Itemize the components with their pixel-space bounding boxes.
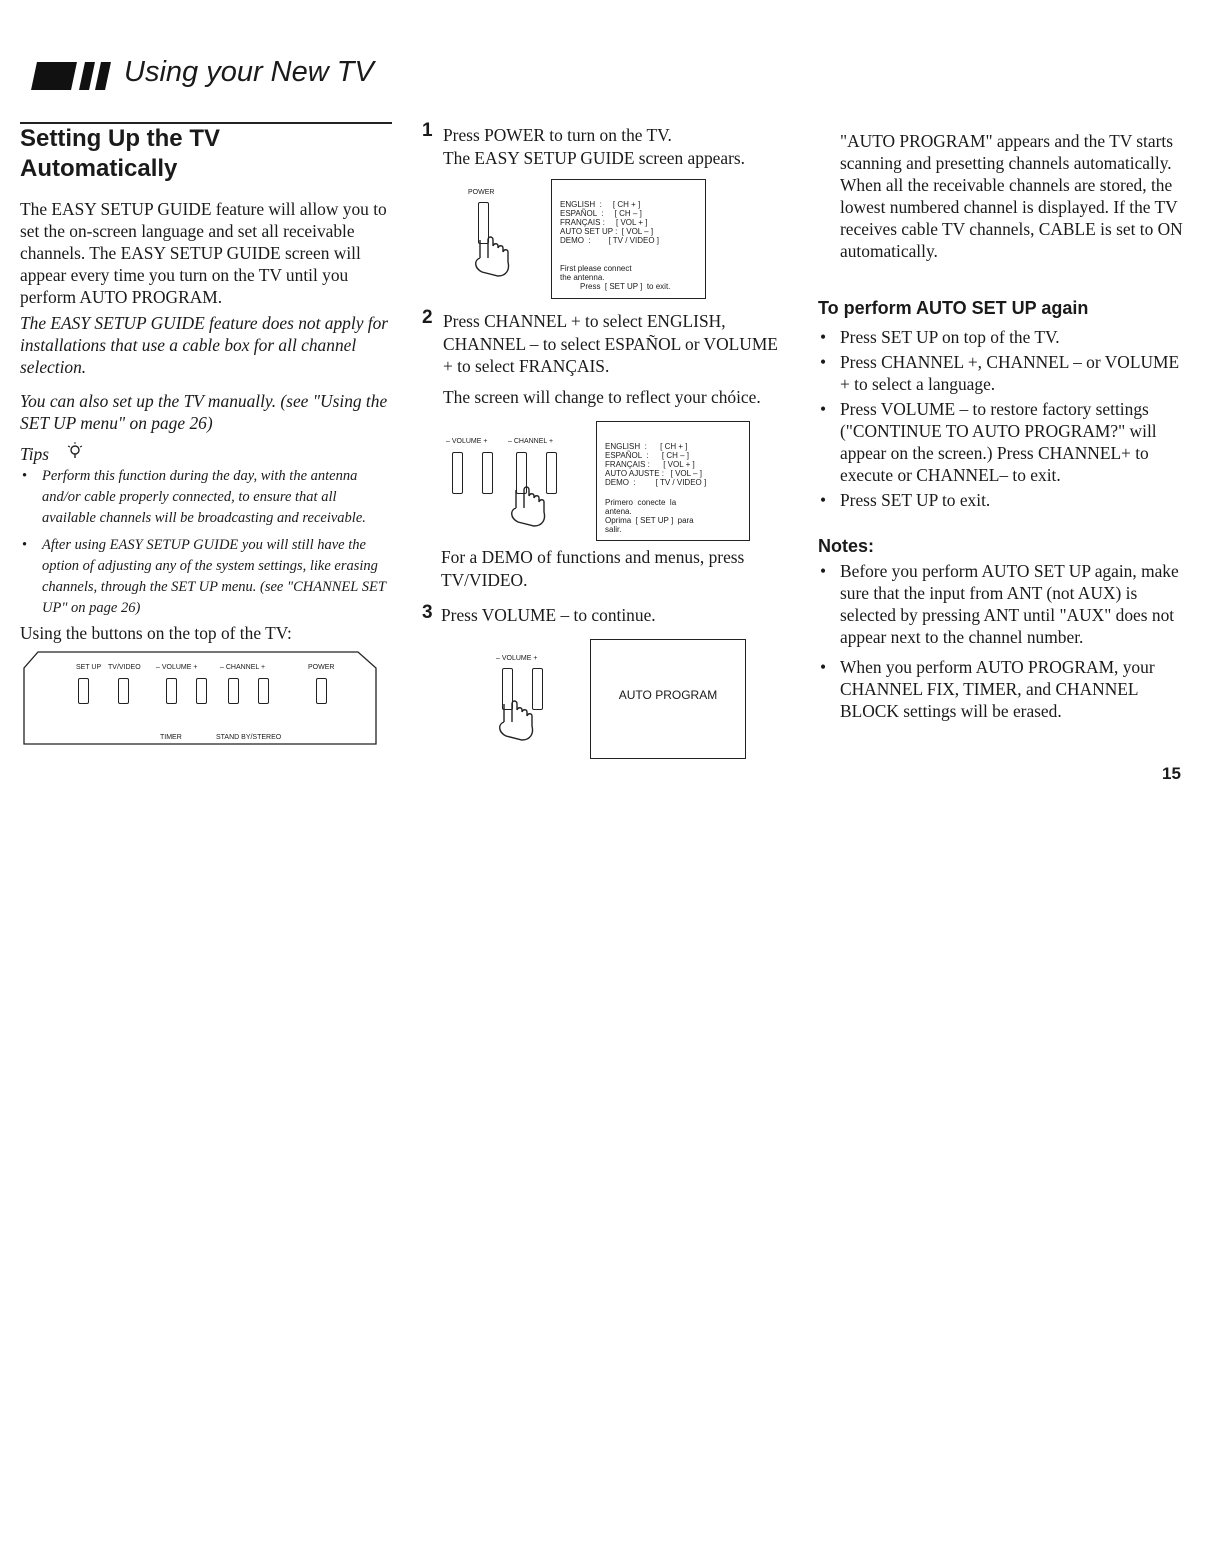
screen2-menu-line: FRANÇAIS : [ VOL + ] <box>605 460 695 469</box>
step-2-text: Press CHANNEL + to select ENGLISH, CHANNEL – to select ESPAÑOL or VOLUME + to select FRANÇAIS. <box>443 311 778 376</box>
auto-program-screen <box>590 639 746 759</box>
channel-minus-button[interactable] <box>228 678 239 704</box>
step-1-line1: Press POWER to turn on the TV. <box>443 125 672 145</box>
panel-label-setup: SET UP <box>76 664 102 671</box>
list-item: • Press CHANNEL +, CHANNEL – or VOLUME + to select a language. <box>818 351 1188 395</box>
easy-setup-screen <box>551 179 706 299</box>
step-3-text: Press VOLUME – to continue. <box>441 605 656 625</box>
section-title <box>20 124 400 184</box>
panel-label-tvvideo: TV/VIDEO <box>108 664 141 671</box>
screen1-menu-line: ENGLISH : [ CH + ] <box>560 200 641 209</box>
screen1-menu-line: ESPAÑOL : [ CH – ] <box>560 209 642 218</box>
panel-label-power: POWER <box>308 664 335 671</box>
channel-plus-button[interactable] <box>258 678 269 704</box>
cable-box-note: The EASY SETUP GUIDE feature does not apply for installations that use a cable box for all channel selection. <box>20 313 389 377</box>
screen2-menu-line: ENGLISH : [ CH + ] <box>605 442 688 451</box>
section-title-line2: Automatically <box>20 155 178 182</box>
auto-program-label: AUTO PROGRAM <box>618 688 718 702</box>
screen1-footer-line: the antenna. <box>560 273 605 282</box>
panel-label-timer: TIMER <box>160 734 182 741</box>
manual-setup-note: You can also set up the TV manually. (see "Using the SET UP menu" on page 26) <box>20 391 388 433</box>
step-3-number: 3 <box>422 602 433 623</box>
tip-item: • Perform this function during the day, with the antenna and/or cable properly connected, to ensure that all available channels will be broadcasting and receivable. <box>22 466 394 529</box>
screen2-channel-label: – CHANNEL + <box>508 438 554 445</box>
tv-video-button[interactable] <box>118 678 129 704</box>
screen2-volume-plus <box>482 452 493 494</box>
notes-heading: Notes: <box>818 536 875 556</box>
hand-pointer-icon <box>494 700 542 747</box>
language-select-screen <box>596 421 750 541</box>
buttons-intro: Using the buttons on the top of the TV: <box>20 623 292 643</box>
auto-setup-again-heading: To perform AUTO SET UP again <box>818 298 1089 318</box>
list-item: • Before you perform AUTO SET UP again, make sure that the input from ANT (not AUX) is selected by pressing ANT until "AUX" does not appear next to the channel number. <box>818 560 1188 648</box>
hand-pointer-icon <box>506 486 554 533</box>
screen2-menu-line: DEMO : [ TV / VIDEO ] <box>605 478 707 487</box>
panel-label-channel: – CHANNEL + <box>220 664 266 671</box>
screen2-footer-line: antena. <box>605 507 632 516</box>
page-number: 15 <box>1162 764 1181 783</box>
panel-label-volume: – VOLUME + <box>156 664 198 671</box>
list-item: • Press VOLUME – to restore factory settings ("CONTINUE TO AUTO PROGRAM?" will appear on the screen.) Press CHANNEL+ to execute or CHANNEL– to exit. <box>818 398 1188 486</box>
screen1-menu-line: FRANÇAIS : [ VOL + ] <box>560 218 648 227</box>
tips-label-text: Tips <box>20 444 50 464</box>
screen2-menu-line: ESPAÑOL : [ CH – ] <box>605 451 690 460</box>
panel-label-standby: STAND BY/STEREO <box>216 734 282 741</box>
screen2-footer-line: salir. <box>605 525 622 534</box>
demo-text: For a DEMO of functions and menus, press TV/VIDEO. <box>441 547 745 590</box>
tips-list <box>22 466 394 625</box>
screen1-footer-line: Press [ SET UP ] to exit. <box>580 282 671 291</box>
screen2-footer-line: Primero conecte la <box>605 498 677 507</box>
chapter-marker <box>30 62 110 92</box>
auto-program-paragraph: "AUTO PROGRAM" appears and the TV starts scanning and presetting channels automatically. When all the receivable channels are stored, the lowest numbered channel is displayed. If the TV receives cable TV channels, CABLE is set to ON automatically. <box>840 131 1183 261</box>
screen3-volume-label: – VOLUME + <box>496 655 538 662</box>
section-title-line1: Setting Up the TV <box>20 125 220 152</box>
list-item: • When you perform AUTO PROGRAM, your CHANNEL FIX, TIMER, and CHANNEL BLOCK settings will be erased. <box>818 656 1188 722</box>
tv-top-panel-diagram <box>20 650 380 746</box>
tip-item: • After using EASY SETUP GUIDE you will still have the option of adjusting any of the system settings, like erasing channels, through the SET UP menu. (see "CHANNEL SET UP" on page 26) <box>22 535 394 619</box>
step-2-subtext: The screen will change to reflect your chóice. <box>443 387 761 407</box>
screen2-volume-label: – VOLUME + <box>446 438 488 445</box>
step-1-line2: The EASY SETUP GUIDE screen appears. <box>443 147 746 168</box>
list-item: • Press SET UP to exit. <box>818 489 1188 511</box>
screen1-footer-line: First please connect <box>560 264 632 273</box>
setup-button[interactable] <box>78 678 89 704</box>
hand-pointer-icon <box>470 236 518 283</box>
auto-setup-steps-list <box>818 326 1188 514</box>
screen2-footer-line: Oprima [ SET UP ] para <box>605 516 694 525</box>
chapter-title: Using your New TV <box>124 56 374 88</box>
intro-paragraph: The EASY SETUP GUIDE feature will allow you to set the on-screen language and set all receivable channels. The EASY SETUP GUIDE screen will appear every time you turn on the TV until you perform AUTO PROGRAM. <box>20 199 387 307</box>
screen1-power-label: POWER <box>468 189 495 196</box>
notes-list <box>818 560 1188 725</box>
volume-minus-button[interactable] <box>166 678 177 704</box>
power-button[interactable] <box>316 678 327 704</box>
screen2-volume-minus <box>452 452 463 494</box>
screen1-menu-line: DEMO : [ TV / VIDEO ] <box>560 236 659 245</box>
screen1-menu-line: AUTO SET UP : [ VOL – ] <box>560 227 654 236</box>
tips-label <box>20 442 83 465</box>
lightbulb-icon <box>67 444 83 464</box>
volume-plus-button[interactable] <box>196 678 207 704</box>
step-2-number: 2 <box>422 307 433 328</box>
screen2-menu-line: AUTO AJUSTE : [ VOL – ] <box>605 469 702 478</box>
step-1-number: 1 <box>422 120 433 141</box>
step-1-text <box>443 124 793 169</box>
list-item: • Press SET UP on top of the TV. <box>818 326 1188 348</box>
